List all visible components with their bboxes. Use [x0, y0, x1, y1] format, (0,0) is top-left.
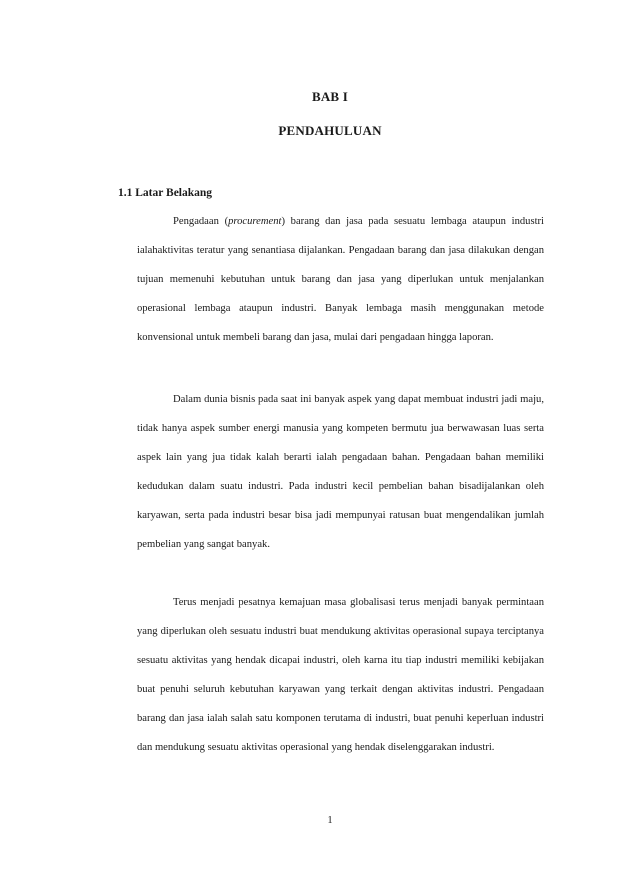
- procurement-term: procurement: [228, 216, 282, 227]
- section-heading: 1.1 Latar Belakang: [118, 187, 213, 199]
- paragraph-2-text: Dalam dunia bisnis pada saat ini banyak aspek yang dapat membuat industri jadi maju, tidak hanya aspek sumber energi manusia yang kompeten bermutu jua berwawasan luas serta aspek lain yang jua tidak kalah berarti ialah pengadaan bahan. Pengadaan bahan memiliki kedudukan dalam suatu industri. Pada industri kecil pembelian bahan bisadijalankan oleh karyawan, serta pada industri besar bisa jadi mempunyai ratusan buat mengendalikan jumlah pembelian yang sangat banyak.: [137, 394, 544, 550]
- chapter-title: PENDAHULUAN: [278, 123, 382, 138]
- paragraph-1-rest: ) barang dan jasa pada sesuatu lembaga ataupun industri ialahaktivitas teratur yang senantiasa dijalankan. Pengadaan barang dan jasa dilakukan dengan tujuan memenuhi kebutuhan untuk barang dan jasa yang diperlukan untuk menjalankan operasional lembaga ataupun industri. Banyak lembaga masih menggunakan metode konvensional untuk membeli barang dan jasa, mulai dari pengadaan hingga laporan.: [137, 216, 544, 343]
- page-number: 1: [327, 815, 333, 826]
- paragraph-2: [137, 385, 544, 559]
- paragraph-1: [137, 207, 544, 352]
- paragraph-1-start: Pengadaan (: [173, 216, 229, 227]
- paragraph-3-text: Terus menjadi pesatnya kemajuan masa globalisasi terus menjadi banyak permintaan yang diperlukan oleh sesuatu industri buat mendukung aktivitas operasional supaya terciptanya sesuatu aktivitas yang hendak dicapai industri, oleh karna itu tiap industri memiliki kebijakan buat penuhi seluruh kebutuhan karyawan yang terkait dengan aktivitas industri. Pengadaan barang dan jasa ialah salah satu komponen terutama di industri, buat penuhi keperluan industri dan mendukung sesuatu aktivitas operasional yang hendak diselenggarakan industri.: [137, 597, 544, 753]
- chapter-number: BAB I: [311, 89, 349, 104]
- paragraph-3: [137, 588, 544, 762]
